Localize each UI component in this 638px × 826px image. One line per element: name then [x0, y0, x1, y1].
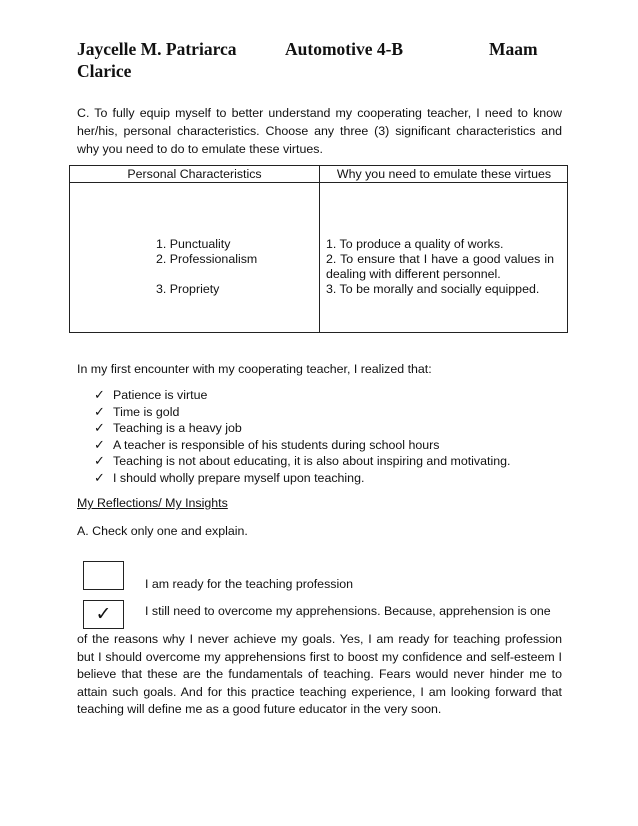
characteristic-item: 1. Punctuality [156, 237, 231, 251]
list-item [94, 420, 510, 437]
list-item [94, 470, 510, 487]
ready-checkbox[interactable] [83, 561, 124, 590]
cell-spacer [156, 267, 257, 282]
list-item-text: Teaching is not about educating, it is also about inspiring and motivating. [113, 454, 511, 469]
table-header-characteristics: Personal Characteristics [127, 167, 262, 181]
intro-paragraph: C. To fully equip myself to better understand my cooperating teacher, I need to know her/his, personal characteristics. Choose any three (3) significant characteristics and why you need to do to emulate these virtues. [77, 106, 562, 156]
checkmark-icon: ✓ [95, 603, 112, 625]
realizations-list [94, 387, 510, 487]
checkmark-icon: ✓ [94, 453, 105, 469]
list-item [94, 437, 510, 454]
table-header-reasons: Why you need to emulate these virtues [336, 167, 552, 181]
teacher-title: Maam [489, 39, 538, 59]
checkmark-icon: ✓ [94, 420, 105, 436]
characteristic-item: 3. Propriety [156, 282, 220, 296]
checkmark-icon: ✓ [94, 387, 105, 402]
teacher-name: Clarice [77, 61, 132, 81]
list-item-text: Teaching is a heavy job [113, 421, 242, 436]
explanation-paragraph: of the reasons why I never achieve my goals. Yes, I am ready for teaching profession but I should overcome my apprehensions first to boost my confidence and self-esteem I believe that these are the fundamentals of teaching. Fears would never hinder me to attain such goals. And for this practice teaching experience, I am looking forward that teaching will define me as a good future educator in the very soon. [77, 632, 562, 717]
student-name: Jaycelle M. Patriarca [77, 39, 237, 59]
encounter-line: In my first encounter with my cooperating teacher, I realized that: [77, 362, 432, 376]
reflections-heading: My Reflections/ My Insights [77, 496, 228, 510]
list-item-text: I should wholly prepare myself upon teaching. [113, 470, 365, 485]
characteristics-table [69, 165, 568, 333]
table-column-divider [319, 166, 320, 332]
list-item [94, 453, 510, 470]
characteristic-item: 2. Professionalism [156, 252, 258, 266]
reasons-cell [326, 237, 554, 297]
list-item [94, 387, 510, 404]
checkmark-icon: ✓ [94, 403, 105, 419]
reason-item: 1. To produce a quality of works. [326, 237, 504, 251]
characteristics-cell [156, 237, 257, 297]
list-item-text: A teacher is responsible of his students during school hours [113, 437, 440, 452]
checkmark-icon: ✓ [94, 436, 105, 452]
checkmark-icon: ✓ [94, 469, 105, 485]
reason-item-continued: dealing with different personnel. [326, 267, 501, 281]
check-instruction: A. Check only one and explain. [77, 524, 248, 538]
list-item-text: Patience is virtue [113, 388, 208, 402]
reason-item: 3. To be morally and socially equipped. [326, 282, 540, 296]
table-header-divider [70, 182, 567, 183]
apprehension-checkbox[interactable] [83, 600, 124, 629]
course-section: Automotive 4-B [285, 39, 404, 59]
list-item [94, 404, 510, 421]
reason-item: 2. To ensure that I have a good values in [326, 252, 554, 266]
ready-option-label: I am ready for the teaching profession [145, 577, 354, 591]
apprehension-option-label: I still need to overcome my apprehensions. Because, apprehension is one [145, 604, 551, 618]
list-item-text: Time is gold [113, 404, 180, 419]
